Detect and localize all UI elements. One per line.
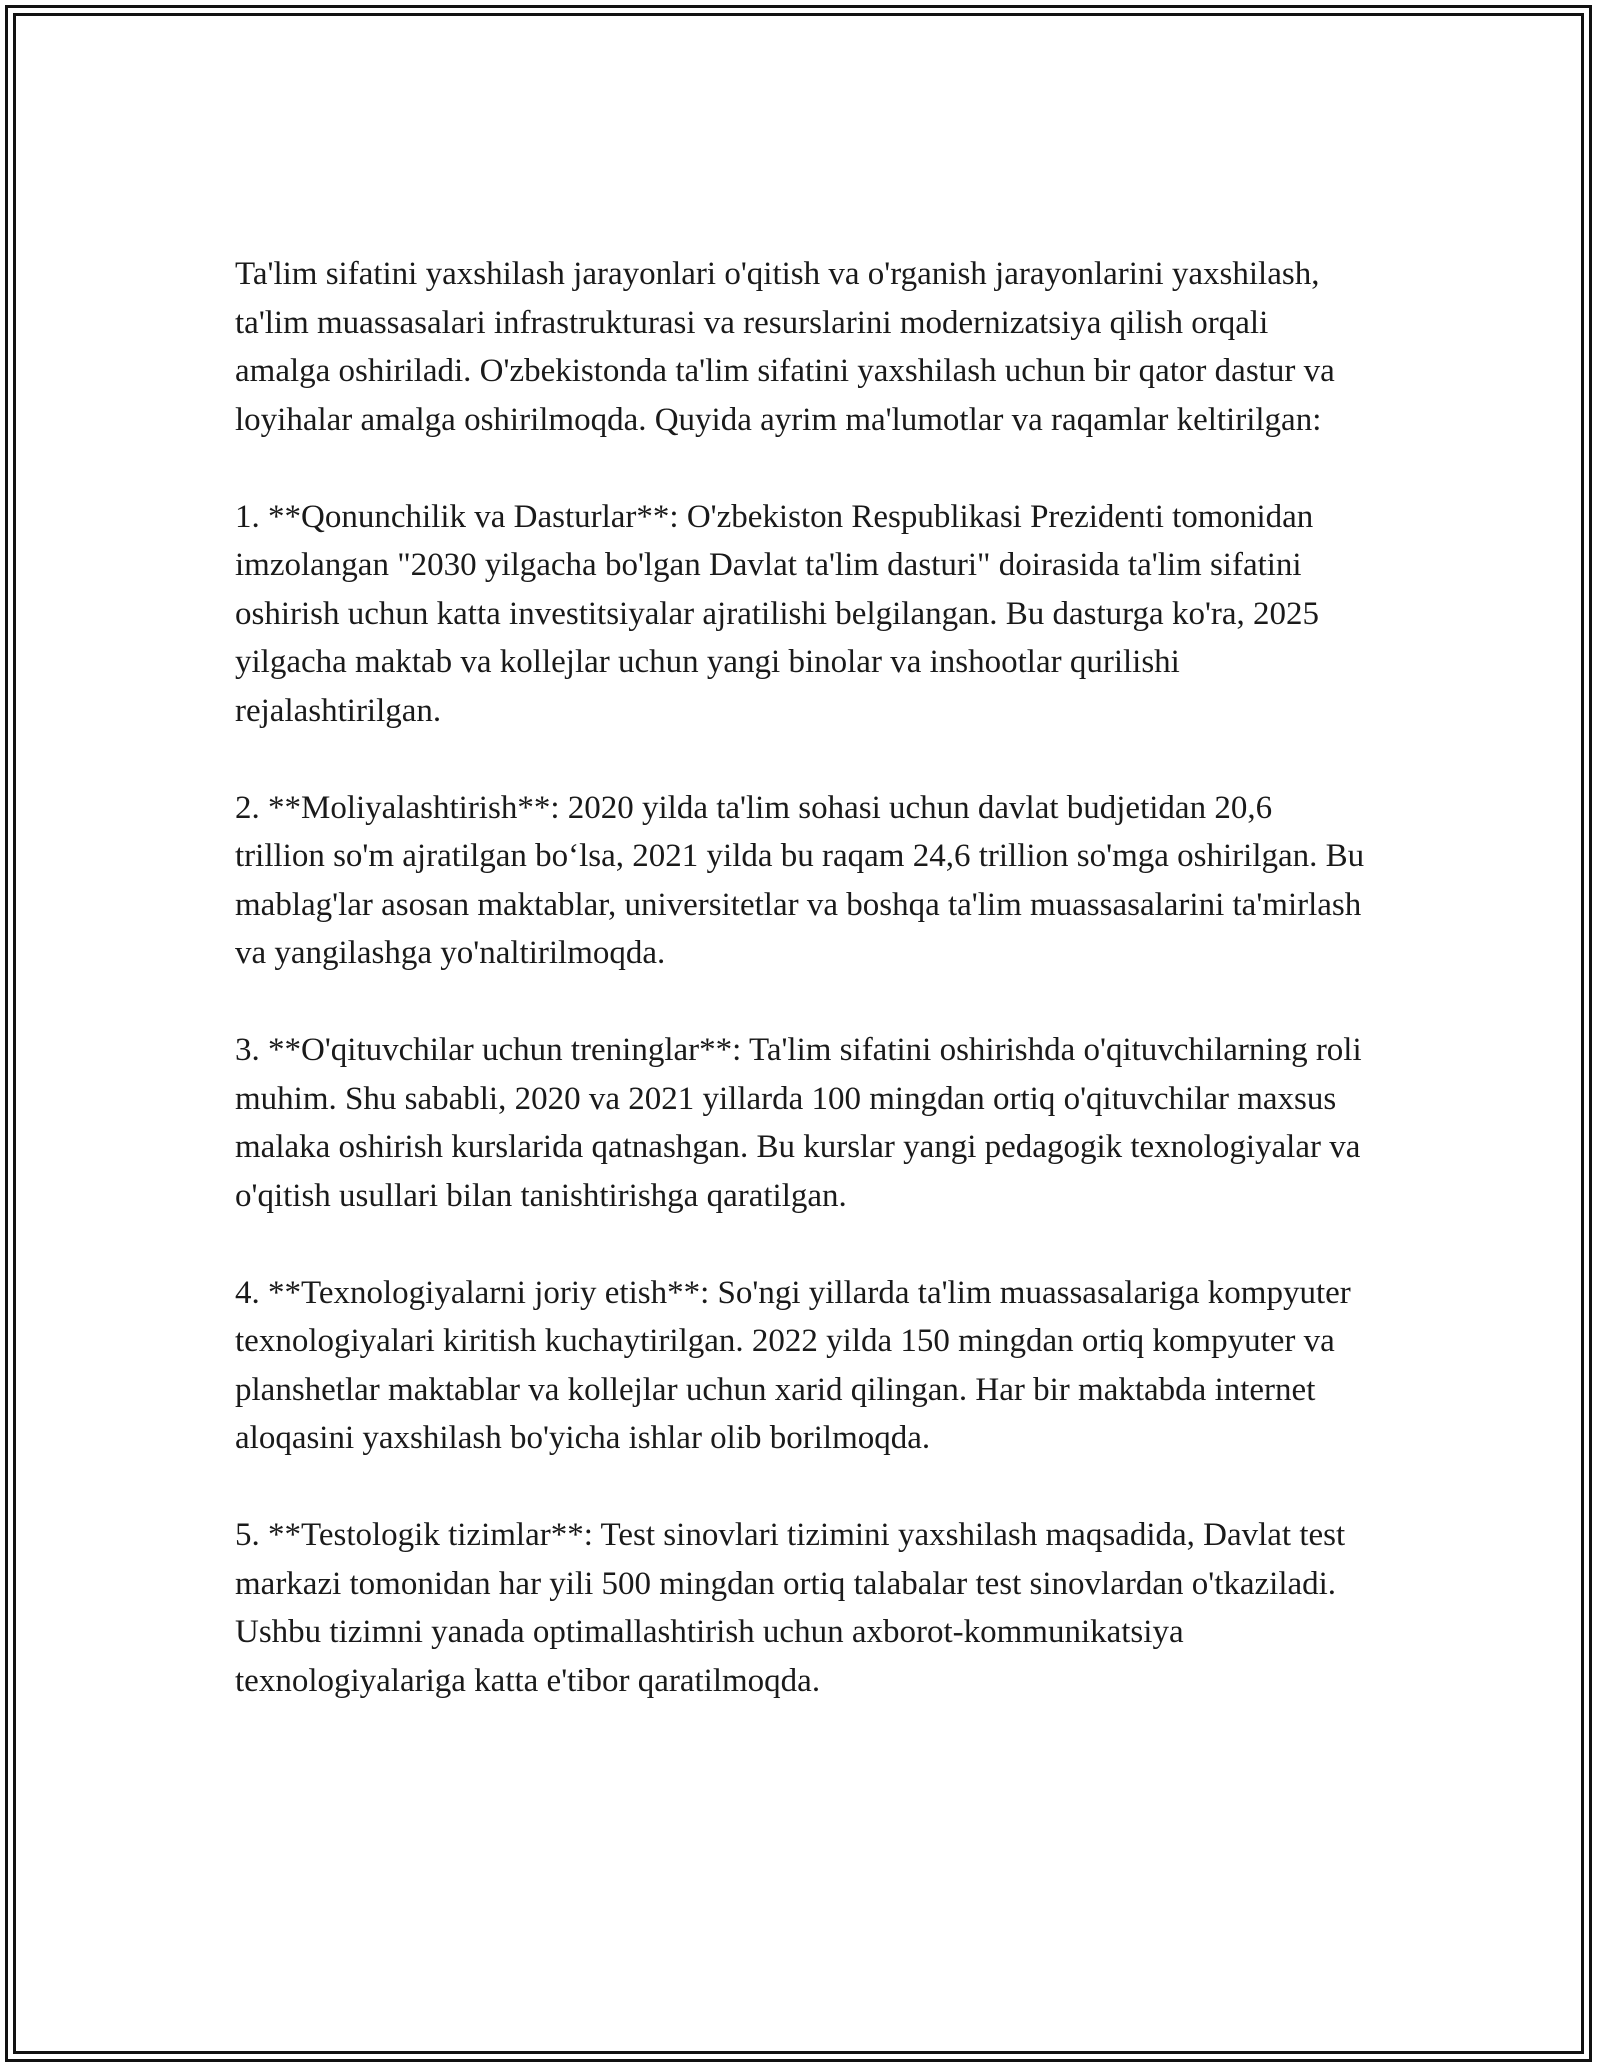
- list-item-testing-systems: 5. **Testologik tizimlar**: Test sinovlari tizimini yaxshilash maqsadida, Davlat test markazi tomonidan har yili 500 mingdan ortiq talabalar test sinovlardan o'tkaziladi. Ushbu tizimni yanada optimallashtirish uchun axborot-kommunikatsiya texnologiyalariga katta e'tibor qaratilmoqda.: [235, 1517, 1346, 1699]
- list-item-funding: 2. **Moliyalashtirish**: 2020 yilda ta'lim sohasi uchun davlat budjetidan 20,6 trillion so'm ajratilgan bo‘lsa, 2021 yilda bu raqam 24,6 trillion so'mga oshirilgan. Bu mablag'lar asosan maktablar, universitetlar va boshqa ta'lim muassasalarini ta'mirlash va yangilashga yo'naltirilmoqda.: [235, 789, 1365, 971]
- list-item-technology: 4. **Texnologiyalarni joriy etish**: So'ngi yillarda ta'lim muassasalariga kompyuter texnologiyalari kiritish kuchaytirilgan. 2022 yilda 150 mingdan ortiq kompyuter va planshetlar maktablar va kollejlar uchun xarid qilingan. Har bir maktabda internet aloqasini yaxshilash bo'yicha ishlar olib borilmoqda.: [235, 1274, 1351, 1456]
- list-item-teacher-training: 3. **O'qituvchilar uchun treninglar**: Ta'lim sifatini oshirishda o'qituvchilarning roli muhim. Shu sababli, 2020 va 2021 yillarda 100 mingdan ortiq o'qituvchilar maxsus malaka oshirish kurslarida qatnashgan. Bu kurslar yangi pedagogik texnologiyalar va o'qitish usullari bilan tanishtirishga qaratilgan.: [235, 1032, 1362, 1214]
- list-item-legislation: 1. **Qonunchilik va Dasturlar**: O'zbekiston Respublikasi Prezidenti tomonidan imzolangan "2030 yilgacha bo'lgan Davlat ta'lim dasturi" doirasida ta'lim sifatini oshirish uchun katta investitsiyalar ajratilishi belgilangan. Bu dasturga ko'ra, 2025 yilgacha maktab va kollejlar uchun yangi binolar va inshootlar qurilishi rejalashtirilgan.: [235, 498, 1320, 729]
- intro-paragraph: Ta'lim sifatini yaxshilash jarayonlari o'qitish va o'rganish jarayonlarini yaxshilash, ta'lim muassasalari infrastrukturasi va resurslarini modernizatsiya qilish orqali amalga oshiriladi. O'zbekistonda ta'lim sifatini yaxshilash uchun bir qator dastur va loyihalar amalga oshirilmoqda. Quyida ayrim ma'lumotlar va raqamlar keltirilgan:: [235, 256, 1335, 438]
- document-body: [235, 250, 1365, 1705]
